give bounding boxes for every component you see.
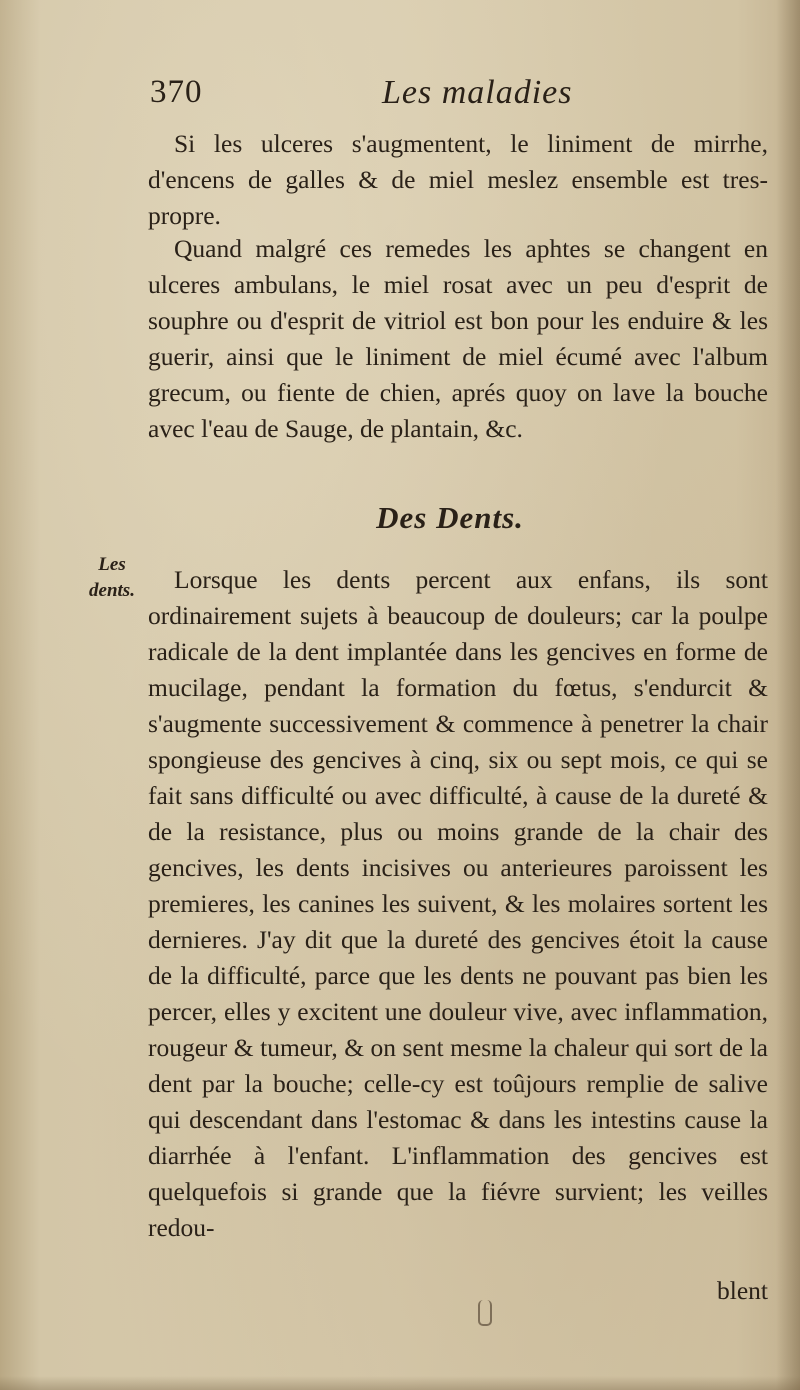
paragraph-liniment: [148, 126, 768, 234]
running-head: Les maladies: [382, 74, 573, 111]
margin-note: Les dents.: [89, 554, 135, 601]
page-gutter-shadow: [776, 0, 800, 1390]
section-heading: Des Dents.: [376, 500, 524, 535]
paragraph-dents: [148, 562, 768, 1246]
page-header: [150, 74, 750, 114]
paragraph-text: Si les ulceres s'augmentent, le liniment de mirrhe, d'encens de galles & de miel meslez ensemble est tres-propre.: [148, 129, 768, 230]
paragraph-text: Lorsque les dents percent aux enfans, ils sont ordinairement sujets à beaucoup de douleurs; car la poulpe radicale de la dent implantée dans les gencives en forme de mucilage, pendant la formation du fœtus, s'endurcit & s'augmente successivement & commence à penetrer la chair spongieuse des gencives à cinq, six ou sept mois, ce qui se fait sans difficulté ou avec difficulté, à cause de la dureté & de la resistance, plus ou moins grande de la chair des gencives, les dents incisives ou anterieures paroissent les premieres, les canines les suivent, & les molaires sortent les dernieres. J'ay dit que la dureté des gencives étoit la cause de la difficulté, parce que les dents ne pouvant pas bien les percer, elles y excitent une douleur vive, avec inflammation, rougeur & tumeur, & on sent mesme la chaleur qui sort de la dent par la bouche; celle-cy est toûjours remplie de salive qui descendant dans l'estomac & dans les intestins cause la diarrhée à l'enfant. L'inflammation des gencives est quelquefois si grande que la fiévre survient; les veilles redou-: [148, 565, 768, 1242]
paragraph-text: Quand malgré ces remedes les aphtes se changent en ulceres ambulans, le miel rosat avec un peu d'esprit de souphre ou d'esprit de vitriol est bon pour les enduire & les guerir, ainsi que le liniment de miel écumé avec l'album grecum, ou fiente de chien, aprés quoy on lave la bouche avec l'eau de Sauge, de plantain, &c.: [148, 234, 768, 443]
catchword: blent: [717, 1276, 768, 1305]
ink-smudge: [478, 1300, 492, 1326]
page-number: 370: [150, 74, 203, 110]
page-bottom-edge: [0, 1376, 800, 1390]
paragraph-ulceres: [148, 231, 768, 447]
